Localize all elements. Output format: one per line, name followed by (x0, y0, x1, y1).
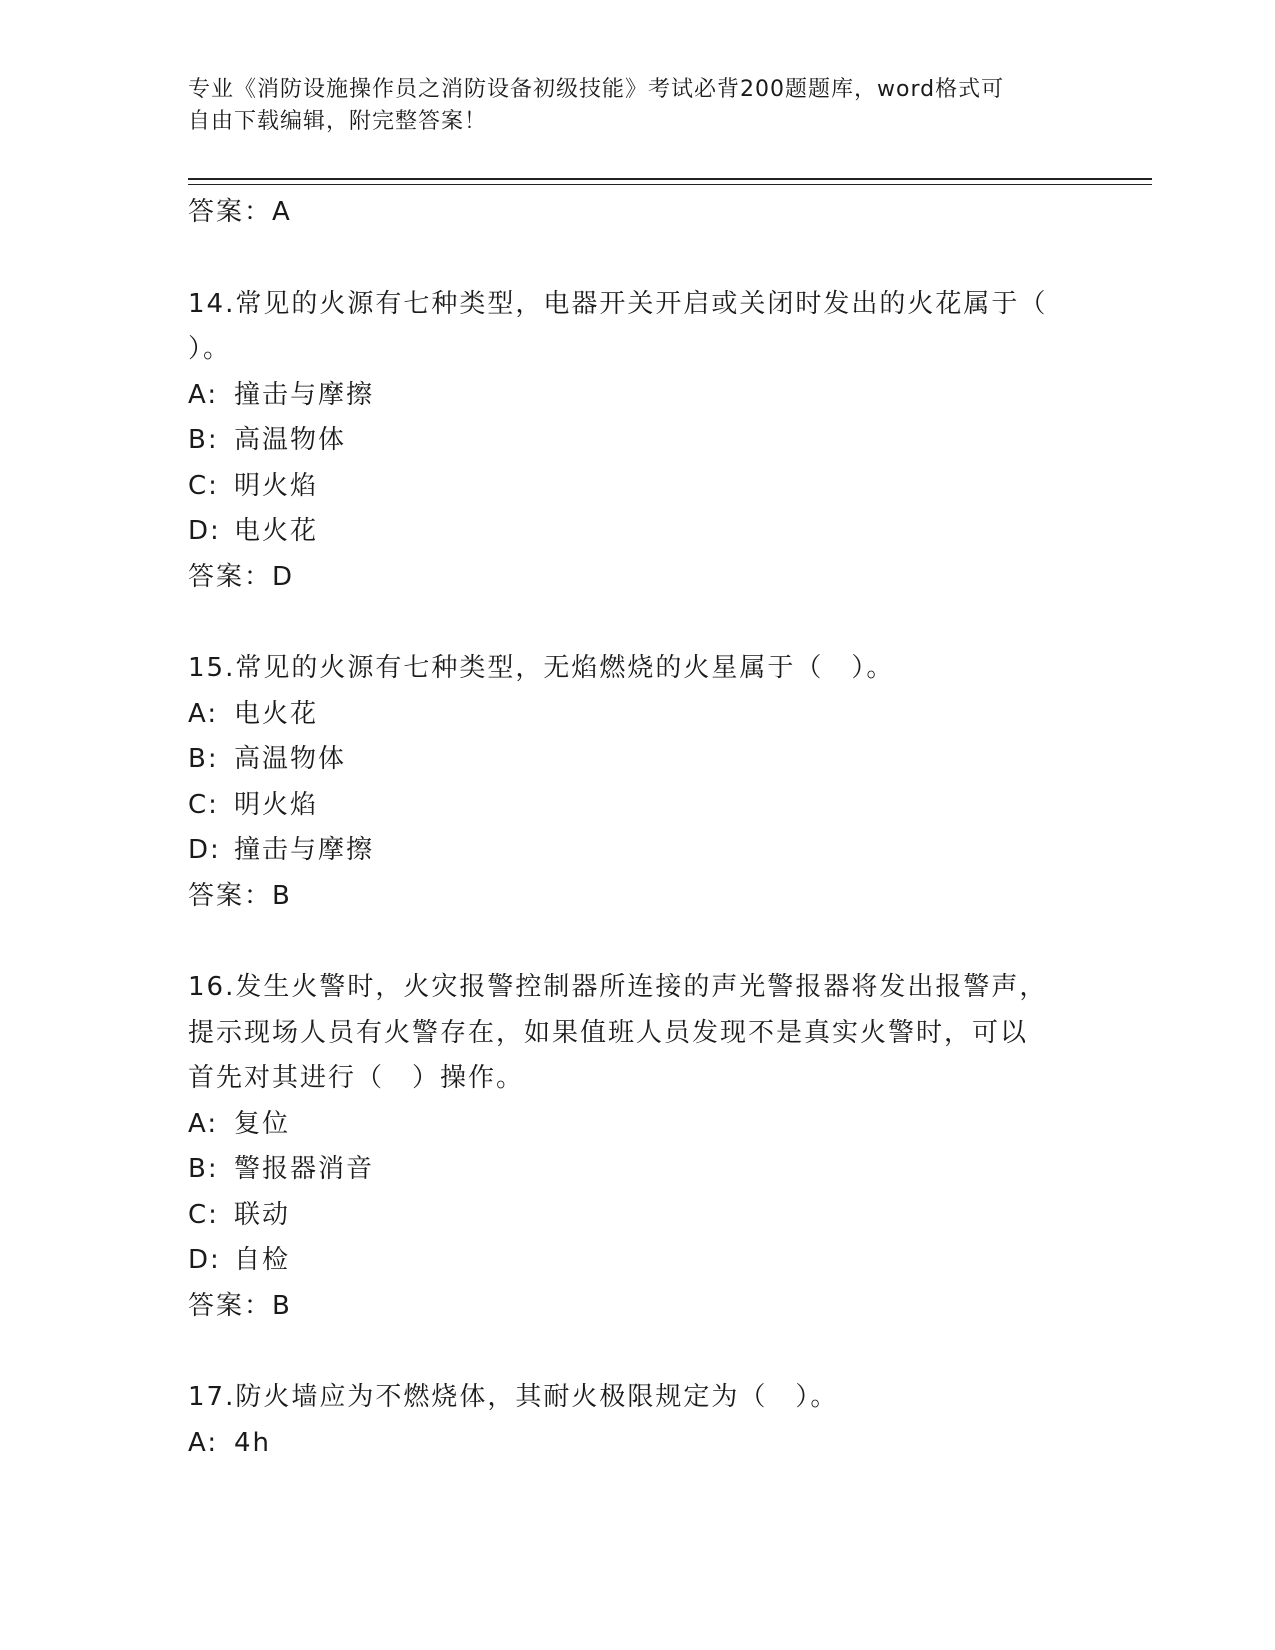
option-b (188, 418, 1088, 464)
question-text: 17.防火墙应为不燃烧体，其耐火极限规定为（ ）。 (188, 1382, 839, 1412)
option-letter: C: (188, 789, 219, 820)
header-title-line-1: 专业《消防设施操作员之消防设备初级技能》考试必背200题题库，word格式可 (188, 77, 1005, 102)
option-letter: D: (188, 1245, 221, 1275)
option-d (188, 1238, 1088, 1284)
option-letter: A: (188, 379, 219, 410)
option-text: 撞击与摩擦 (234, 379, 375, 410)
option-letter: A: (188, 1108, 219, 1139)
answer-line: 答案：B (188, 880, 292, 911)
answer-line: 答案：B (188, 1290, 292, 1321)
option-text: 警报器消音 (234, 1154, 375, 1184)
option-letter: B: (188, 425, 219, 455)
question-text: ）。 (188, 334, 232, 364)
option-b (188, 737, 1088, 783)
option-letter: C: (188, 470, 219, 501)
option-text: 复位 (234, 1108, 291, 1139)
option-c (188, 1193, 1088, 1239)
option-a (188, 373, 1088, 419)
option-text: 明火焰 (234, 470, 319, 501)
question-text: 15.常见的火源有七种类型，无焰燃烧的火星属于（ ）。 (188, 653, 895, 683)
option-d (188, 828, 1088, 874)
option-a (188, 1102, 1088, 1148)
option-text: 联动 (234, 1199, 291, 1230)
option-text: 电火花 (234, 698, 319, 729)
option-letter: A: (188, 698, 219, 729)
header-divider-thin (188, 184, 1152, 185)
option-letter: C: (188, 1199, 219, 1230)
question-list (188, 190, 1088, 1466)
answer-line: 答案：D (188, 561, 295, 592)
question-text: 16.发生火警时，火灾报警控制器所连接的声光警报器将发出报警声， (188, 972, 1048, 1002)
question-17 (188, 1375, 1088, 1466)
document-header (188, 74, 1068, 138)
question-16 (188, 965, 1088, 1329)
spacer (188, 919, 1088, 965)
option-a (188, 1421, 1088, 1467)
question-14 (188, 282, 1088, 601)
previous-answer: 答案：A (188, 197, 292, 227)
option-letter: D: (188, 835, 221, 865)
option-letter: B: (188, 1154, 219, 1184)
option-c (188, 464, 1088, 510)
option-letter: B: (188, 744, 219, 774)
option-letter: D: (188, 516, 221, 546)
option-b (188, 1147, 1088, 1193)
spacer (188, 236, 1088, 282)
option-c (188, 783, 1088, 829)
option-text: 自检 (234, 1245, 291, 1275)
spacer (188, 1329, 1088, 1375)
option-letter: A: (188, 1427, 219, 1458)
option-text: 撞击与摩擦 (234, 835, 375, 865)
header-divider-thick (188, 178, 1152, 180)
question-text: 首先对其进行（ ）操作。 (188, 1063, 525, 1093)
option-text: 高温物体 (234, 425, 347, 455)
option-text: 4h (234, 1427, 272, 1458)
option-a (188, 692, 1088, 738)
option-text: 电火花 (234, 516, 319, 546)
question-text: 提示现场人员有火警存在，如果值班人员发现不是真实火警时，可以 (188, 1017, 1029, 1048)
question-15 (188, 646, 1088, 919)
question-text: 14.常见的火源有七种类型，电器开关开启或关闭时发出的火花属于（ (188, 288, 1048, 319)
option-d (188, 509, 1088, 555)
spacer (188, 600, 1088, 646)
header-title-line-2: 自由下载编辑，附完整答案！ (188, 109, 488, 134)
option-text: 高温物体 (234, 744, 347, 774)
option-text: 明火焰 (234, 789, 319, 820)
